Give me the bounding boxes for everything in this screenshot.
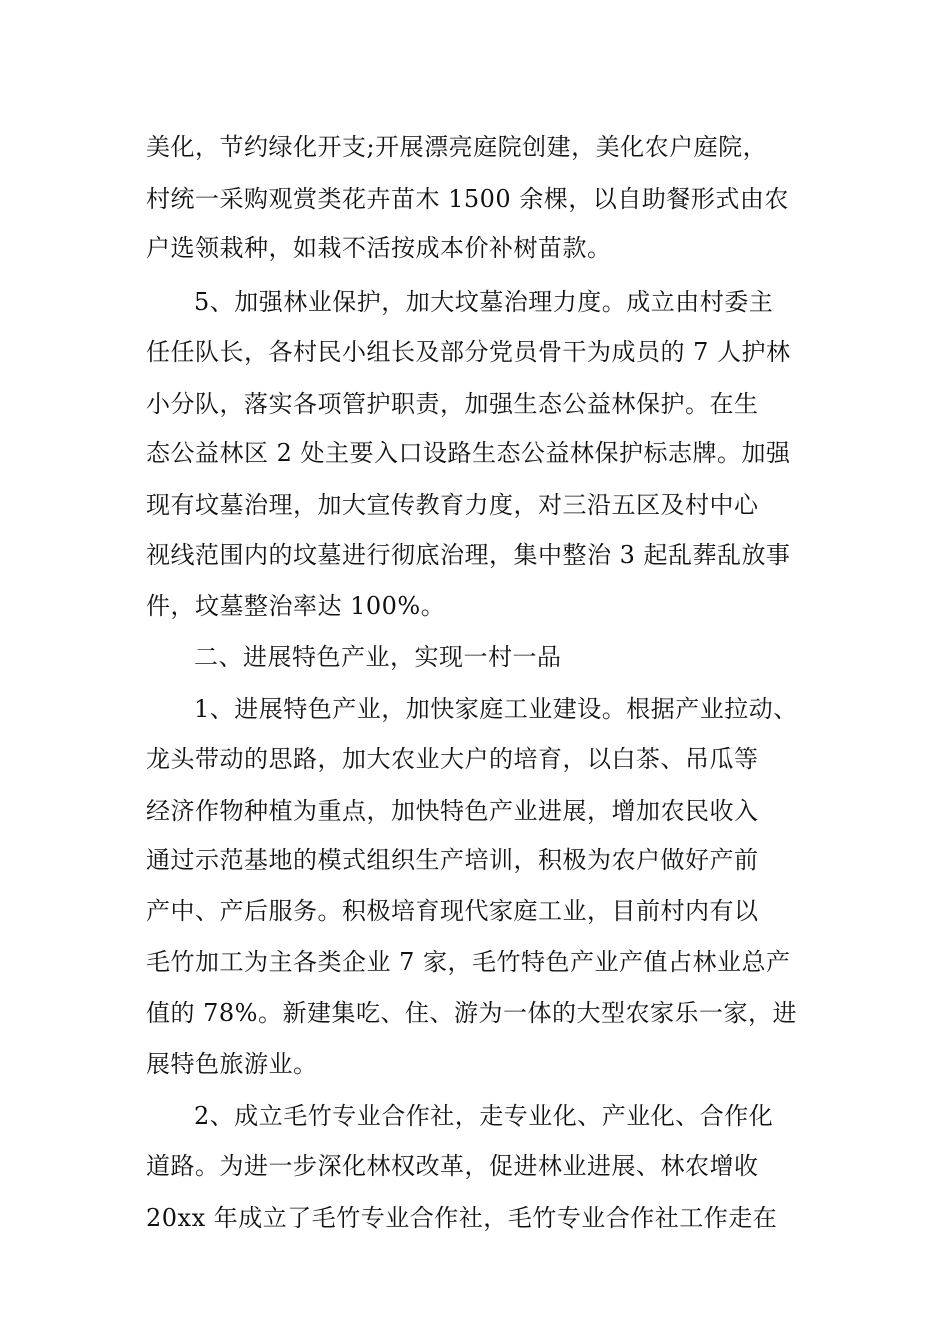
text-line: 任任队长，各村民小组长及部分党员骨干为成员的 7 人护林: [146, 338, 791, 366]
paragraph-start-line: 2、成立毛竹专业合作社，走专业化、产业化、合作化: [194, 1102, 774, 1130]
text-line: 20xx 年成立了毛竹专业合作社，毛竹专业合作社工作走在: [146, 1204, 778, 1232]
text-line: 龙头带动的思路，加大农业大户的培育，以白茶、吊瓜等: [146, 745, 759, 773]
text-line: 村统一采购观赏类花卉苗木 1500 余棵，以自助餐形式由农: [146, 185, 789, 213]
text-line: 通过示范基地的模式组织生产培训，积极为农户做好产前: [146, 846, 759, 874]
text-line: 值的 78%。新建集吃、住、游为一体的大型农家乐一家，进: [146, 999, 797, 1027]
text-line: 经济作物种植为重点，加快特色产业进展，增加农民收入: [146, 797, 759, 825]
text-line: 产中、产后服务。积极培育现代家庭工业，目前村内有以: [146, 897, 759, 925]
paragraph-start-line: 5、加强林业保护，加大坟墓治理力度。成立由村委主: [194, 288, 774, 316]
text-line: 件，坟墓整治率达 100%。: [146, 592, 446, 620]
text-line: 道路。为进一步深化林权改革，促进林业进展、林农增收: [146, 1152, 759, 1180]
text-line: 展特色旅游业。: [146, 1050, 318, 1078]
text-line: 小分队，落实各项管护职责，加强生态公益林保护。在生: [146, 390, 759, 418]
text-line: 态公益林区 2 处主要入口设路生态公益林保护标志牌。加强: [146, 439, 791, 467]
section-heading: 二、进展特色产业，实现一村一品: [194, 643, 562, 671]
text-line: 毛竹加工为主各类企业 7 家，毛竹特色产业产值占林业总产: [146, 948, 791, 976]
text-line: 现有坟墓治理，加大宣传教育力度，对三沿五区及村中心: [146, 491, 759, 519]
paragraph-start-line: 1、进展特色产业，加快家庭工业建设。根据产业拉动、: [194, 695, 798, 723]
text-line: 视线范围内的坟墓进行彻底治理，集中整治 3 起乱葬乱放事: [146, 541, 791, 569]
text-line: 户选领栽种，如栽不活按成本价补树苗款。: [146, 234, 612, 262]
text-line: 美化，节约绿化开支;开展漂亮庭院创建，美化农户庭院，: [146, 133, 768, 161]
